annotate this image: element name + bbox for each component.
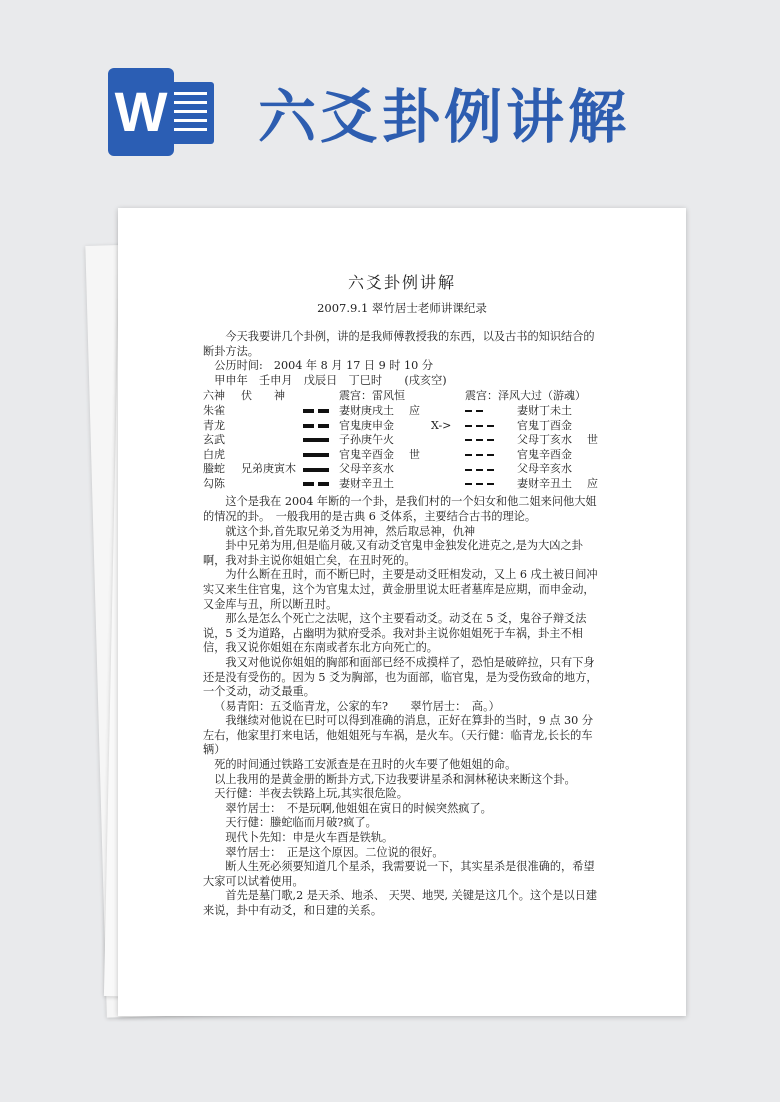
main-yao-5 bbox=[303, 462, 329, 477]
fushen-3 bbox=[241, 433, 296, 448]
document-body bbox=[203, 330, 603, 919]
paragraph-17: 首先是墓门歌,2 是天杀、地杀、 天哭、地哭, 关键是这几个。这个是以日建来说，卦中有动爻，和日建的关系。 bbox=[203, 889, 598, 917]
main-mark-3 bbox=[409, 433, 420, 448]
main-yao-column bbox=[303, 389, 329, 491]
spirits-column bbox=[203, 389, 225, 491]
page-title: 六爻卦例讲解 bbox=[258, 83, 631, 151]
main-line-2: 官鬼庚申金 bbox=[339, 418, 394, 432]
changed-mark-2 bbox=[587, 419, 598, 434]
changed-line-1: 妻财丁未土 bbox=[517, 403, 572, 417]
changed-yao-6 bbox=[465, 477, 494, 492]
spirits-header: 六神 bbox=[203, 389, 225, 403]
changed-marks-column bbox=[587, 389, 598, 491]
word-icon-letter: W bbox=[108, 68, 174, 156]
fushen-header: 伏 神 bbox=[241, 389, 285, 403]
changed-line-5: 父母辛亥水 bbox=[517, 462, 572, 476]
document-title: 六爻卦例讲解 bbox=[347, 273, 456, 292]
spirit-2: 青龙 bbox=[203, 418, 225, 432]
spirit-4: 白虎 bbox=[203, 447, 225, 461]
paragraph-12: 翠竹居士： 不是玩啊,他姐姐在寅日的时候突然疯了。 bbox=[225, 801, 492, 815]
calendar-line: 公历时间: 2004 年 8 月 17 日 9 时 10 分 bbox=[214, 359, 434, 373]
main-line-6: 妻财辛丑土 bbox=[339, 476, 394, 490]
paragraph-8: 我继续对他说在巳时可以得到准确的消息，正好在算卦的当时，9 点 30 分左右，他家里打来电话，他姐姐死与车祸，是火车。（天行健：临青龙,长长的车辆） bbox=[203, 714, 594, 757]
main-mark-1: 应 bbox=[409, 403, 420, 417]
changed-line-3: 父母丁亥水 bbox=[517, 433, 572, 447]
changed-yao-3 bbox=[465, 433, 494, 448]
arrow-column bbox=[431, 389, 451, 433]
changed-mark-3: 世 bbox=[587, 433, 598, 447]
document-page bbox=[118, 208, 686, 1016]
changed-mark-4 bbox=[587, 448, 598, 463]
main-yao-2 bbox=[303, 419, 329, 434]
fushen-1 bbox=[241, 404, 296, 419]
main-mark-5 bbox=[409, 462, 420, 477]
changed-yao-1 bbox=[465, 404, 494, 419]
paragraph-6: 我又对他说你姐姐的胸部和面部已经不成摸样了，恐怕是破碎拉，只有下身还是没有受伤的。因为 5 爻为胸部，也为面部，临官鬼，是为受伤致命的地方，一个爻动，动爻最重。 bbox=[203, 655, 598, 699]
main-yao-6 bbox=[303, 477, 329, 492]
paragraph-15: 翠竹居士： 正是这个原因。二位说的很好。 bbox=[225, 845, 444, 859]
paragraph-9: 死的时间通过铁路工安派查是在丑时的火车要了他姐姐的命。 bbox=[214, 758, 517, 772]
header bbox=[0, 0, 780, 200]
hexagram-chart bbox=[203, 389, 603, 489]
main-line-3: 子孙庚午火 bbox=[339, 433, 394, 447]
fushen-4 bbox=[241, 448, 296, 463]
fushen-2 bbox=[241, 419, 296, 434]
main-line-5: 父母辛亥水 bbox=[339, 462, 394, 476]
paragraph-3: 卦中兄弟为用,但是临月破,又有动爻官鬼申金独发化进克之,是为大凶之卦啊，我对卦主说你姐姐亡矣，在丑时死的。 bbox=[203, 539, 583, 567]
paragraph-16: 断人生死必须要知道几个星杀，我需要说一下，其实星杀是很准确的，希望大家可以试着使用。 bbox=[203, 860, 595, 888]
spirit-6: 勾陈 bbox=[203, 476, 225, 490]
main-yao-4 bbox=[303, 448, 329, 463]
changed-line-6: 妻财辛丑土 bbox=[517, 476, 572, 490]
main-line-1: 妻财庚戌土 bbox=[339, 403, 394, 417]
changed-yao-column bbox=[465, 389, 494, 491]
main-hexagram-name: 震宫：雷风恒 bbox=[339, 389, 405, 403]
changed-mark-6: 应 bbox=[587, 476, 598, 490]
intro-paragraph: 今天我要讲几个卦例，讲的是我师傅教授我的东西，以及古书的知识结合的断卦方法。 bbox=[203, 330, 595, 358]
fushen-6 bbox=[241, 477, 296, 492]
paragraph-13: 天行健：螣蛇临而月破?疯了。 bbox=[225, 816, 377, 830]
spirit-3: 玄武 bbox=[203, 433, 225, 447]
main-mark-2 bbox=[409, 419, 420, 434]
document-subtitle: 2007.9.1 翠竹居士老师讲课纪录 bbox=[317, 301, 487, 315]
spirit-5: 螣蛇 bbox=[203, 462, 225, 476]
main-mark-4: 世 bbox=[409, 447, 420, 461]
main-yao-1 bbox=[303, 404, 329, 419]
changed-line-4: 官鬼辛酉金 bbox=[517, 447, 572, 461]
paragraph-10: 以上我用的是黄金册的断卦方式,下边我要讲星杀和洞林秘诀来断这个卦。 bbox=[214, 772, 576, 786]
spirit-1: 朱雀 bbox=[203, 403, 225, 417]
changed-yao-5 bbox=[465, 462, 494, 477]
main-lines-column bbox=[339, 389, 405, 491]
changed-mark-1 bbox=[587, 404, 598, 419]
fushen-column bbox=[241, 389, 296, 491]
main-line-4: 官鬼辛酉金 bbox=[339, 447, 394, 461]
change-arrow: X-> bbox=[431, 418, 452, 432]
changed-yao-4 bbox=[465, 448, 494, 463]
paragraph-1: 这个是我在 2004 年断的一个卦，是我们村的一个妇女和他二姐来问他大姐的情况的卦。 一般我用的是古典 6 爻体系，主要结合古书的理论。 bbox=[203, 495, 597, 523]
word-icon bbox=[108, 68, 216, 156]
paragraph-14: 现代卜先知：申是火车酉是铁轨。 bbox=[225, 831, 394, 845]
changed-mark-5 bbox=[587, 462, 598, 477]
paragraph-11: 天行健：半夜去铁路上玩,其实很危险。 bbox=[214, 787, 408, 801]
ganzhi-line: 甲申年 壬申月 戊辰日 丁巳时 (戌亥空) bbox=[214, 373, 447, 387]
changed-hexagram-name: 震宫：泽风大过（游魂） bbox=[465, 389, 586, 403]
changed-lines-column bbox=[517, 389, 572, 491]
paragraph-7: （易青阳：五爻临青龙，公家的车? 翠竹居士： 高。） bbox=[214, 699, 500, 713]
main-mark-6 bbox=[409, 477, 420, 492]
main-marks-column bbox=[409, 389, 420, 491]
paragraph-4: 为什么断在丑时，而不断巳时，主要是动爻旺相发动，又上 6 戌土被日间冲实又来生住官鬼，这个为官鬼太过，黄金册里说太旺者墓库是应期，而申金动，又金库与丑，所以断丑时。 bbox=[203, 568, 598, 611]
changed-line-2: 官鬼丁酉金 bbox=[517, 418, 572, 432]
paragraph-5: 那么是怎么个死亡之法呢，这个主要看动爻。动爻在 5 爻，鬼谷子辩爻法说，5 爻为道路，占幽明为狱府受杀。我对卦主说你姐姐死于车祸，卦主不相信，我又说你姐姐在东南或者东北方向死亡的。 bbox=[203, 612, 587, 655]
main-yao-3 bbox=[303, 433, 329, 448]
changed-yao-2 bbox=[465, 419, 494, 434]
paragraph-2: 就这个卦,首先取兄弟爻为用神，然后取忌神，仇神 bbox=[225, 524, 476, 538]
fushen-5: 兄弟庚寅木 bbox=[241, 462, 296, 476]
